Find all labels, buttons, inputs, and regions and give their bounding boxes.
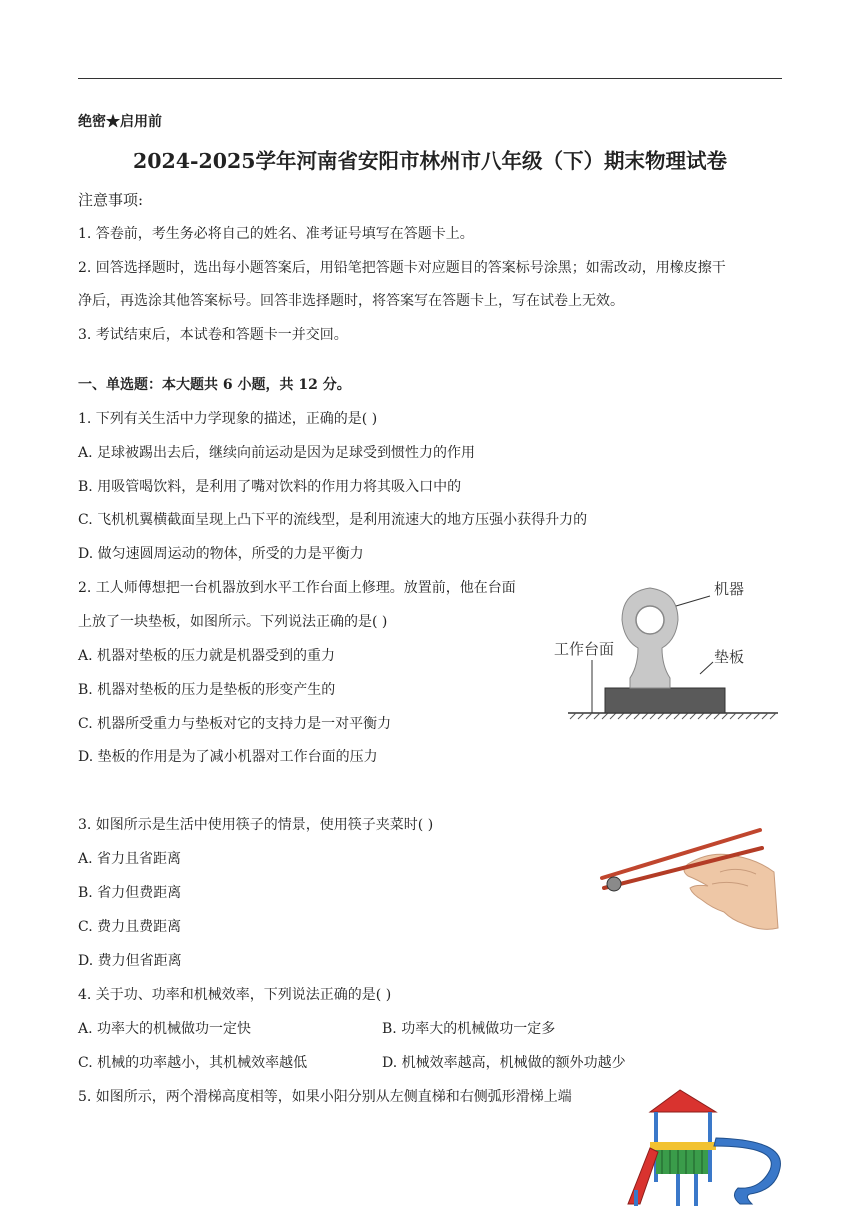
pad-block [605, 688, 725, 713]
secret-label: 绝密★启用前 [78, 114, 162, 130]
chopsticks-figure [592, 820, 784, 932]
q2-stem-line1: 2. 工人师傅想把一台机器放到水平工作台面上修理。放置前，他在台面 [78, 580, 516, 596]
q3-option-c: C. 费力且费距离 [78, 919, 182, 935]
q1-option-b: B. 用吸管喝饮料，是利用了嘴对饮料的作用力将其吸入口中的 [78, 479, 462, 495]
q1-option-d: D. 做匀速圆周运动的物体，所受的力是平衡力 [78, 546, 364, 562]
q3-option-a: A. 省力且省距离 [78, 851, 182, 867]
slides-figure [620, 1086, 784, 1210]
q4-option-c: C. 机械的功率越小，其机械效率越低 [78, 1055, 308, 1071]
q1-stem: 1. 下列有关生活中力学现象的描述，正确的是( ) [78, 411, 378, 427]
notice-item-2: 2. 回答选择题时，选出每小题答案后，用铅笔把答题卡对应题目的答案标号涂黑；如需改动，用橡皮擦干 [78, 260, 726, 276]
q2-option-d: D. 垫板的作用是为了减小机器对工作台面的压力 [78, 749, 378, 765]
straight-slide [628, 1148, 658, 1204]
q3-option-d: D. 费力但省距离 [78, 953, 182, 969]
table-label: 工作台面 [554, 641, 615, 658]
q4-option-b: B. 功率大的机械做功一定多 [382, 1021, 556, 1037]
page-title: 2024-2025学年河南省安阳市林州市八年级（下）期末物理试卷 [132, 149, 728, 173]
q1-option-c: C. 飞机机翼横截面呈现上凸下平的流线型，是利用流速大的地方压强小获得升力的 [78, 512, 588, 528]
q5-stem: 5. 如图所示，两个滑梯高度相等，如果小阳分别从左侧直梯和右侧弧形滑梯上端 [78, 1089, 572, 1105]
pad-label: 垫板 [714, 649, 745, 666]
roof [650, 1090, 716, 1112]
notice-item-1: 1. 答卷前，考生务必将自己的姓名、准考证号填写在答题卡上。 [78, 226, 474, 242]
notice-item-2-cont: 净后，再选涂其他答案标号。回答非选择题时，将答案写在答题卡上，写在试卷上无效。 [78, 293, 624, 309]
q3-stem: 3. 如图所示是生活中使用筷子的情景，使用筷子夹菜时( ) [78, 817, 434, 833]
q1-option-a: A. 足球被踢出去后，继续向前运动是因为足球受到惯性力的作用 [78, 445, 476, 461]
q2-option-a: A. 机器对垫板的压力就是机器受到的重力 [78, 648, 336, 664]
food-ball [607, 877, 621, 891]
machine-body [622, 588, 678, 688]
notice-item-3: 3. 考试结束后，本试卷和答题卡一并交回。 [78, 327, 348, 343]
section-heading: 一、单选题：本大题共 6 小题，共 12 分。 [78, 377, 351, 393]
q2-option-b: B. 机器对垫板的压力是垫板的形变产生的 [78, 682, 336, 698]
worktable-surface [568, 713, 778, 719]
q4-option-a: A. 功率大的机械做功一定快 [78, 1021, 252, 1037]
notice-heading: 注意事项: [78, 191, 144, 209]
q4-option-d: D. 机械效率越高，机械做的额外功越少 [382, 1055, 626, 1071]
q2-option-c: C. 机器所受重力与垫板对它的支持力是一对平衡力 [78, 716, 392, 732]
q4-stem: 4. 关于功、功率和机械效率，下列说法正确的是( ) [78, 987, 392, 1003]
machine-label: 机器 [714, 581, 745, 598]
top-divider [78, 78, 782, 79]
q3-option-b: B. 省力但费距离 [78, 885, 182, 901]
curved-slide [714, 1138, 780, 1204]
q2-stem-line2: 上放了一块垫板，如图所示。下列说法正确的是( ) [78, 614, 388, 630]
machine-figure [550, 570, 790, 725]
